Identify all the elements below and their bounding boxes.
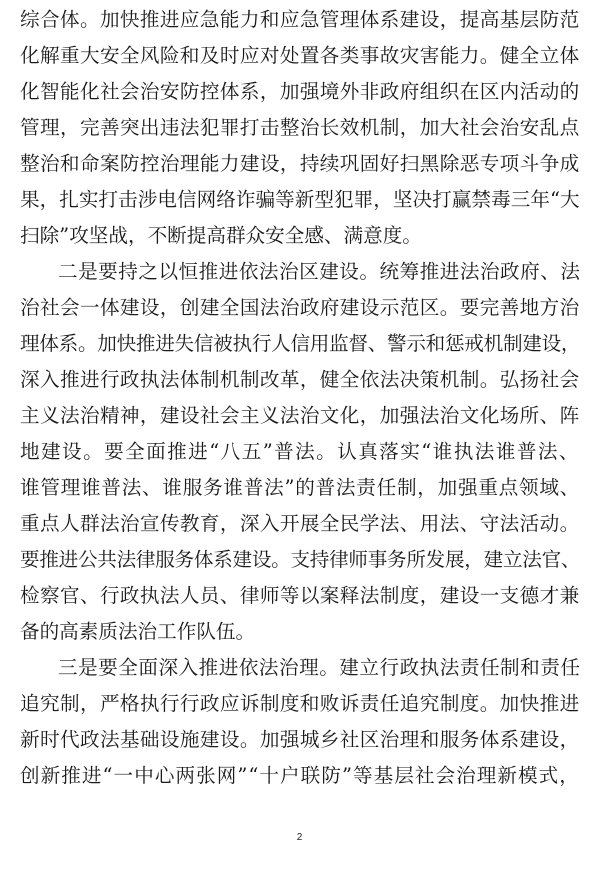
paragraph-2-line-4: 深入推进行政执法体制机制改革，健全依法决策机制。弘扬社会	[20, 368, 580, 391]
paragraph-2-line-10: 检察官、行政执法人员、律师等以案释法制度，建设一支德才兼	[20, 584, 580, 607]
paragraph-1-line-1: 综合体。加快推进应急能力和应急管理体系建设，提高基层防范	[20, 8, 580, 31]
paragraph-3-line-2: 追究制，严格执行行政应诉制度和败诉责任追究制度。加快推进	[20, 692, 580, 715]
paragraph-3-line-4: 创新推进“一中心两张网”“十户联防”等基层社会治理新模式，	[20, 764, 580, 787]
paragraph-1-line-5: 整治和命案防控治理能力建设，持续巩固好扫黑除恶专项斗争成	[20, 152, 580, 175]
paragraph-2-line-9: 要推进公共法律服务体系建设。支持律师事务所发展，建立法官、	[20, 548, 580, 571]
paragraph-2-line-11: 备的高素质法治工作队伍。	[20, 620, 256, 643]
paragraph-2-line-6: 地建设。要全面推进“八五”普法。认真落实“谁执法谁普法、	[20, 440, 580, 463]
paragraph-2-line-2: 治社会一体建设，创建全国法治政府建设示范区。要完善地方治	[20, 296, 580, 319]
paragraph-1-line-6: 果，扎实打击涉电信网络诈骗等新型犯罪，坚决打赢禁毒三年“大	[20, 188, 580, 211]
page-number: 2	[296, 832, 303, 843]
paragraph-1-line-3: 化智能化社会治安防控体系，加强境外非政府组织在区内活动的	[20, 80, 580, 103]
paragraph-2-line-7: 谁管理谁普法、谁服务谁普法”的普法责任制，加强重点领域、	[20, 476, 580, 499]
paragraph-1-line-4: 管理，完善突出违法犯罪打击整治长效机制，加大社会治安乱点	[20, 116, 580, 139]
paragraph-1-line-7: 扫除”攻坚战，不断提高群众安全感、满意度。	[20, 224, 422, 247]
paragraph-2-line-3: 理体系。加快推进失信被执行人信用监督、警示和惩戒机制建设，	[20, 332, 580, 355]
paragraph-2-line-8: 重点人群法治宣传教育，深入开展全民学法、用法、守法活动。	[20, 512, 580, 535]
paragraph-2-line-1: 二是要持之以恒推进依法治区建设。统筹推进法治政府、法	[58, 260, 580, 283]
paragraph-1-line-2: 化解重大安全风险和及时应对处置各类事故灾害能力。健全立体	[20, 44, 580, 67]
paragraph-3-line-1: 三是要全面深入推进依法治理。建立行政执法责任制和责任	[58, 656, 580, 679]
paragraph-3-line-3: 新时代政法基础设施建设。加强城乡社区治理和服务体系建设，	[20, 728, 580, 751]
paragraph-2-line-5: 主义法治精神，建设社会主义法治文化，加强法治文化场所、阵	[20, 404, 580, 427]
